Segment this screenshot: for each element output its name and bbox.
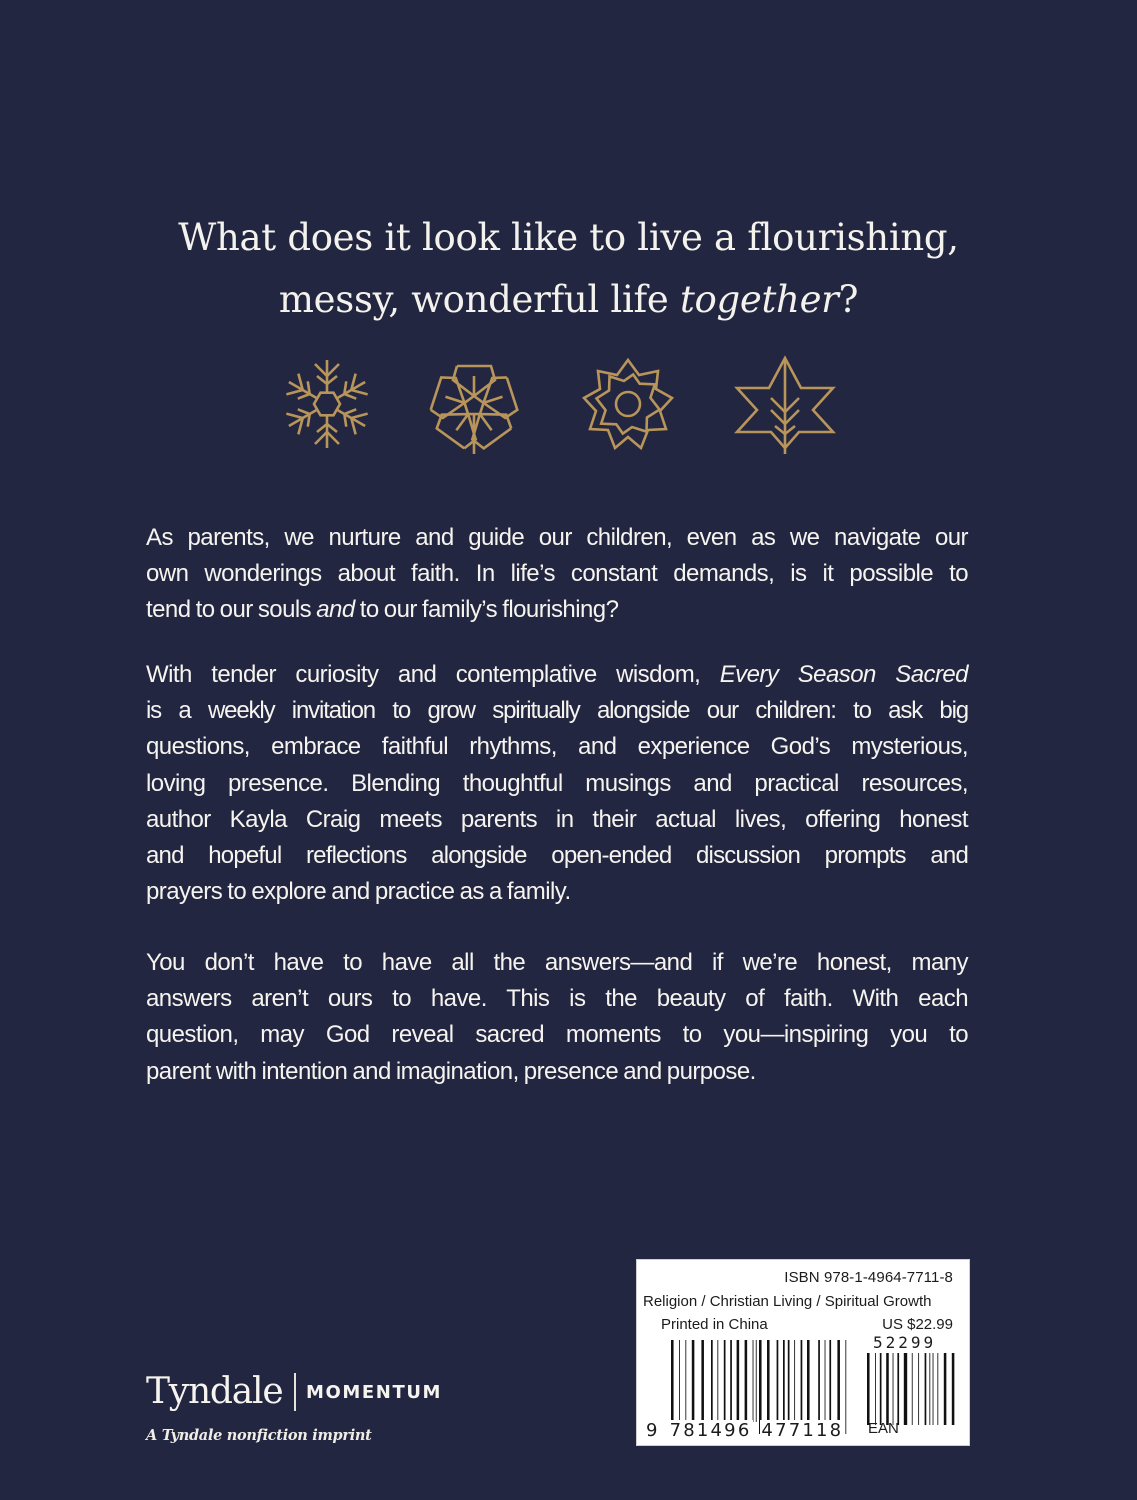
paragraph-line: and hopeful reflections alongside open-ended discussion prompts and [146, 841, 968, 869]
addon-barcode [867, 1353, 959, 1425]
leaf-icon [731, 354, 839, 454]
paragraph-2 [146, 657, 968, 910]
paragraph-line: loving presence. Blending thoughtful musings and practical resources, [146, 769, 968, 797]
paragraph-line: You don’t have to have all the answers—and if we’re honest, many [146, 949, 968, 976]
snowflake-icon [273, 354, 381, 454]
paragraph-line: prayers to explore and practice as a family. [146, 878, 571, 906]
isbn-text: ISBN 978-1-4964-7711-8 [784, 1269, 953, 1286]
paragraph-line: parent with intention and imagination, presence and purpose. [146, 1057, 756, 1085]
book-title: Every Season Sacred [719, 661, 968, 688]
paragraph-line: With tender curiosity and contemplative wisdom, Every Season Sacred [146, 661, 968, 688]
paragraph-line: answers aren’t ours to have. This is the beauty of faith. With each [146, 985, 968, 1013]
paragraph-1 [146, 520, 968, 629]
addon-number: 52299 [873, 1333, 937, 1352]
ean-digits: 9 781496 477118 [646, 1420, 844, 1441]
headline-line-1: What does it look like to live a flourishing, [178, 215, 959, 259]
sun-star-icon [574, 354, 682, 454]
imprint-name: MOMENTUM [305, 1381, 443, 1403]
category-text: Religion / Christian Living / Spiritual Growth [643, 1293, 932, 1310]
emphasis-text: and [316, 596, 355, 624]
season-icons-row [0, 354, 1137, 454]
cover-headline [0, 207, 1137, 331]
paragraph-3 [146, 945, 968, 1090]
paragraph-line: As parents, we nurture and guide our children, even as we navigate our [146, 524, 968, 551]
headline-line-2: messy, wonderful life together? [278, 277, 859, 321]
barcode-label [636, 1259, 970, 1446]
logo-divider [294, 1373, 296, 1411]
ean-label: EAN [868, 1420, 899, 1437]
publisher-name: Tyndale [146, 1371, 283, 1412]
paragraph-line: author Kayla Craig meets parents in their actual lives, offering honest [146, 805, 968, 833]
imprint-tagline: A Tyndale nonfiction imprint [146, 1427, 372, 1444]
flower-icon [420, 354, 528, 454]
paragraph-line: questions, embrace faithful rhythms, and experience God’s mysterious, [146, 733, 968, 761]
publisher-logo [146, 1370, 442, 1444]
paragraph-line: own wonderings about faith. In life’s constant demands, is it possible to [146, 560, 968, 588]
paragraph-line: tend to our souls and to our family’s flourishing? [146, 596, 619, 624]
price-text: US $22.99 [882, 1316, 953, 1333]
paragraph-line: is a weekly invitation to grow spiritually alongside our children: to ask big [146, 697, 968, 725]
headline-emphasis: together [679, 277, 839, 321]
publisher-wordmark [146, 1370, 442, 1414]
printed-in-text: Printed in China [661, 1316, 768, 1333]
paragraph-line: question, may God reveal sacred moments to you—inspiring you to [146, 1021, 968, 1049]
